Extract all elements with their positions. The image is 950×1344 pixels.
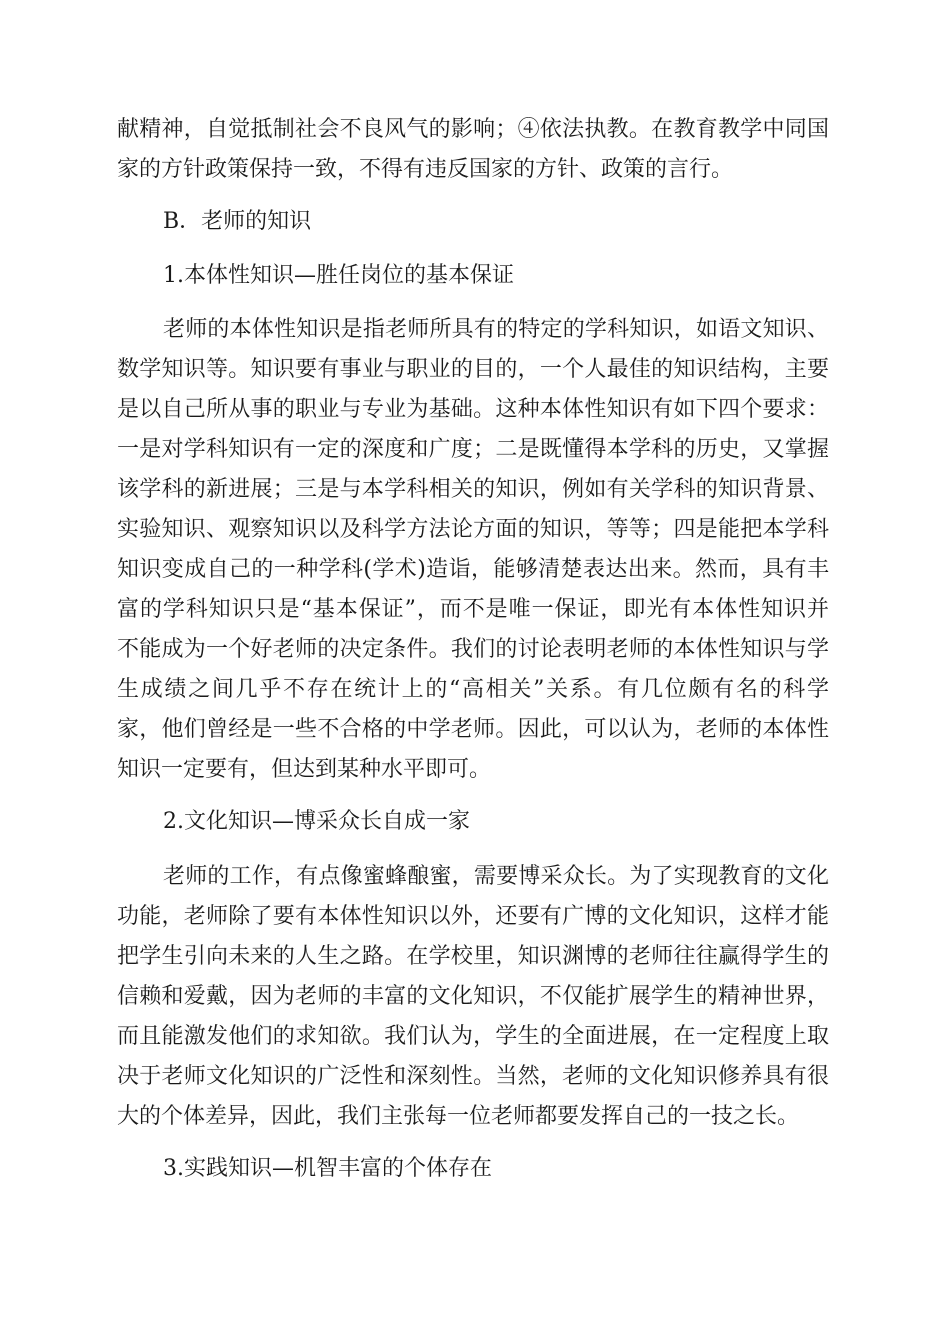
subsection-2-line: 功能，老师除了要有本体性知识以外，还要有广博的文化知识，这样才能 xyxy=(117,904,829,929)
subsection-2-line: 老师的工作，有点像蜜蜂酿蜜，需要博采众长。为了实现教育的文化 xyxy=(163,864,829,889)
subsection-2-line: 而且能激发他们的求知欲。我们认为，学生的全面进展，在一定程度上取 xyxy=(117,1024,829,1049)
subsection-1-line: 数学知识等。知识要有事业与职业的目的，一个人最佳的知识结构，主要 xyxy=(117,357,829,382)
subsection-1-line: 老师的本体性知识是指老师所具有的特定的学科知识，如语文知识、 xyxy=(163,317,829,342)
subsection-1-line: 一是对学科知识有一定的深度和广度；二是既懂得本学科的历史，又掌握 xyxy=(117,437,829,462)
subsection-1-line: 该学科的新进展；三是与本学科相关的知识，例如有关学科的知识背景、 xyxy=(117,477,829,502)
subsection-1-line: 知识一定要有，但达到某种水平即可。 xyxy=(117,757,492,782)
subsection-heading-2: 2.文化知识—博采众长自成一家 xyxy=(163,809,470,834)
subsection-1-line: 实验知识、观察知识以及科学方法论方面的知识，等等；四是能把本学科 xyxy=(117,517,829,542)
subsection-1-line: 富的学科知识只是“基本保证”，而不是唯一保证，即光有本体性知识并 xyxy=(117,597,829,622)
subsection-2-line: 信赖和爱戴，因为老师的丰富的文化知识，不仅能扩展学生的精神世界， xyxy=(117,984,829,1009)
subsection-heading-1: 1.本体性知识—胜任岗位的基本保证 xyxy=(163,263,514,288)
subsection-1-line: 是以自己所从事的职业与专业为基础。这种本体性知识有如下四个要求： xyxy=(117,397,829,422)
subsection-1-line: 不能成为一个好老师的决定条件。我们的讨论表明老师的本体性知识与学 xyxy=(117,637,829,662)
subsection-2-line: 大的个体差异，因此，我们主张每一位老师都要发挥自己的一技之长。 xyxy=(117,1104,800,1129)
section-heading: B．老师的知识 xyxy=(163,209,312,234)
subsection-2-line: 把学生引向未来的人生之路。在学校里，知识渊博的老师往往赢得学生的 xyxy=(117,944,829,969)
subsection-1-line: 知识变成自己的一种学科(学术)造诣，能够清楚表达出来。然而，具有丰 xyxy=(117,557,829,582)
intro-paragraph-line: 献精神，自觉抵制社会不良风气的影响；④依法执教。在教育教学中同国 xyxy=(117,117,829,142)
subsection-heading-3: 3.实践知识—机智丰富的个体存在 xyxy=(163,1156,492,1181)
subsection-2-line: 决于老师文化知识的广泛性和深刻性。当然，老师的文化知识修养具有很 xyxy=(117,1064,829,1089)
intro-paragraph-line: 家的方针政策保持一致，不得有违反国家的方针、政策的言行。 xyxy=(117,157,734,182)
subsection-1-line: 家，他们曾经是一些不合格的中学老师。因此，可以认为，老师的本体性 xyxy=(117,717,829,742)
subsection-1-line: 生成绩之间几乎不存在统计上的“高相关”关系。有几位颇有名的科学 xyxy=(117,677,829,702)
